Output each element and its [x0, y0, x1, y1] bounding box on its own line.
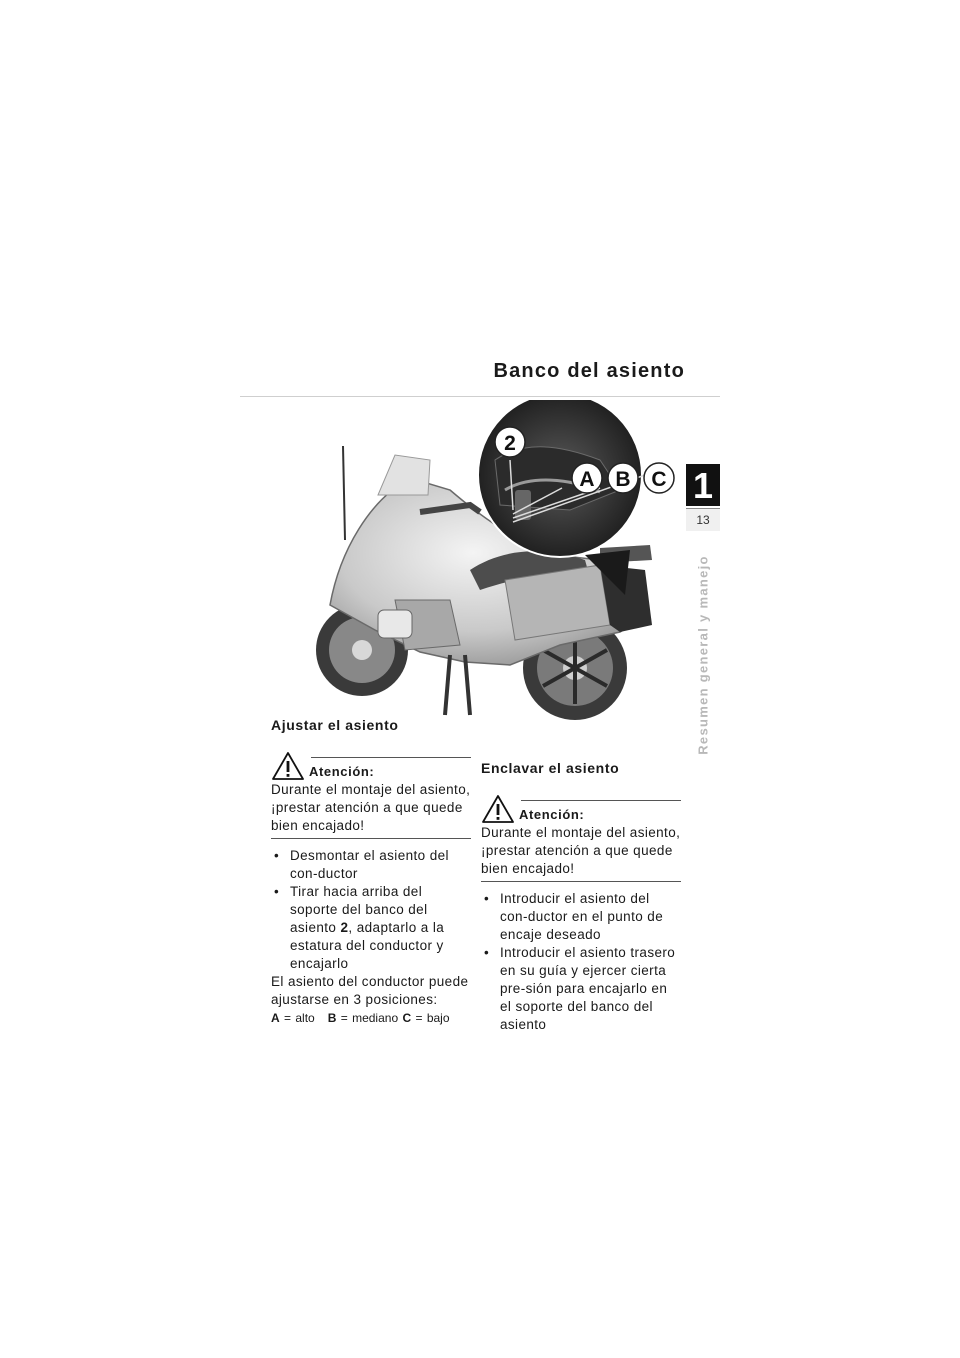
position-label: = alto: [284, 1011, 315, 1025]
warning-header: [271, 749, 471, 781]
callout-label-a: A: [579, 468, 595, 491]
warning-box: [481, 792, 681, 882]
position-key: C: [402, 1011, 412, 1025]
chapter-tab: [686, 464, 720, 532]
position-key: A: [271, 1011, 280, 1025]
page-number: 13: [686, 508, 720, 531]
list-item: • Introducir el asiento del con-ductor en el punto de encaje deseado: [481, 890, 681, 944]
list-item: • Tirar hacia arriba del soporte del banco del asiento 2, adaptarlo a la estatura del conductor y encajarlo: [271, 883, 471, 973]
section-side-label: Resumen general y manejo: [695, 555, 711, 755]
part-reference: 2: [340, 920, 349, 935]
warning-label: Atención:: [309, 764, 375, 779]
position-key: B: [327, 1011, 337, 1025]
positions-legend: [271, 1009, 471, 1027]
position-label: = mediano: [340, 1011, 399, 1025]
lock-steps-list: [481, 890, 681, 1034]
list-item: • Desmontar el asiento del con-ductor: [271, 847, 471, 883]
adjust-steps-list: [271, 847, 471, 973]
warning-text: Durante el montaje del asiento, ¡prestar atención a que quede bien encajado!: [481, 825, 681, 876]
warning-triangle-icon: [481, 794, 515, 824]
position-label: = bajo: [415, 1011, 450, 1025]
list-item: • Introducir el asiento trasero en su guía y ejercer cierta pre-sión para encajarlo en el soporte del banco del asiento: [481, 944, 681, 1034]
page-title: Banco del asiento: [493, 360, 685, 382]
title-divider: [240, 396, 720, 397]
adjust-seat-section: [271, 715, 471, 1027]
adjust-seat-heading: Ajustar el asiento: [271, 717, 399, 733]
warning-box: [271, 749, 471, 839]
warning-label: Atención:: [519, 807, 585, 822]
motorcycle-seat-photo: [300, 400, 690, 735]
callout-label-b: B: [615, 468, 631, 491]
callout-label-2: 2: [504, 432, 516, 455]
callout-label-c: C: [651, 468, 667, 491]
warning-rule: [521, 800, 681, 801]
warning-rule: [311, 757, 471, 758]
lock-seat-heading: Enclavar el asiento: [481, 760, 620, 776]
warning-header: [481, 792, 681, 824]
chapter-number: 1: [686, 464, 720, 506]
warning-text: Durante el montaje del asiento, ¡prestar atención a que quede bien encajado!: [271, 782, 471, 833]
lock-seat-section: [481, 758, 681, 1034]
warning-triangle-icon: [271, 751, 305, 781]
positions-paragraph: El asiento del conductor puede ajustarse en 3 posiciones:: [271, 974, 469, 1007]
